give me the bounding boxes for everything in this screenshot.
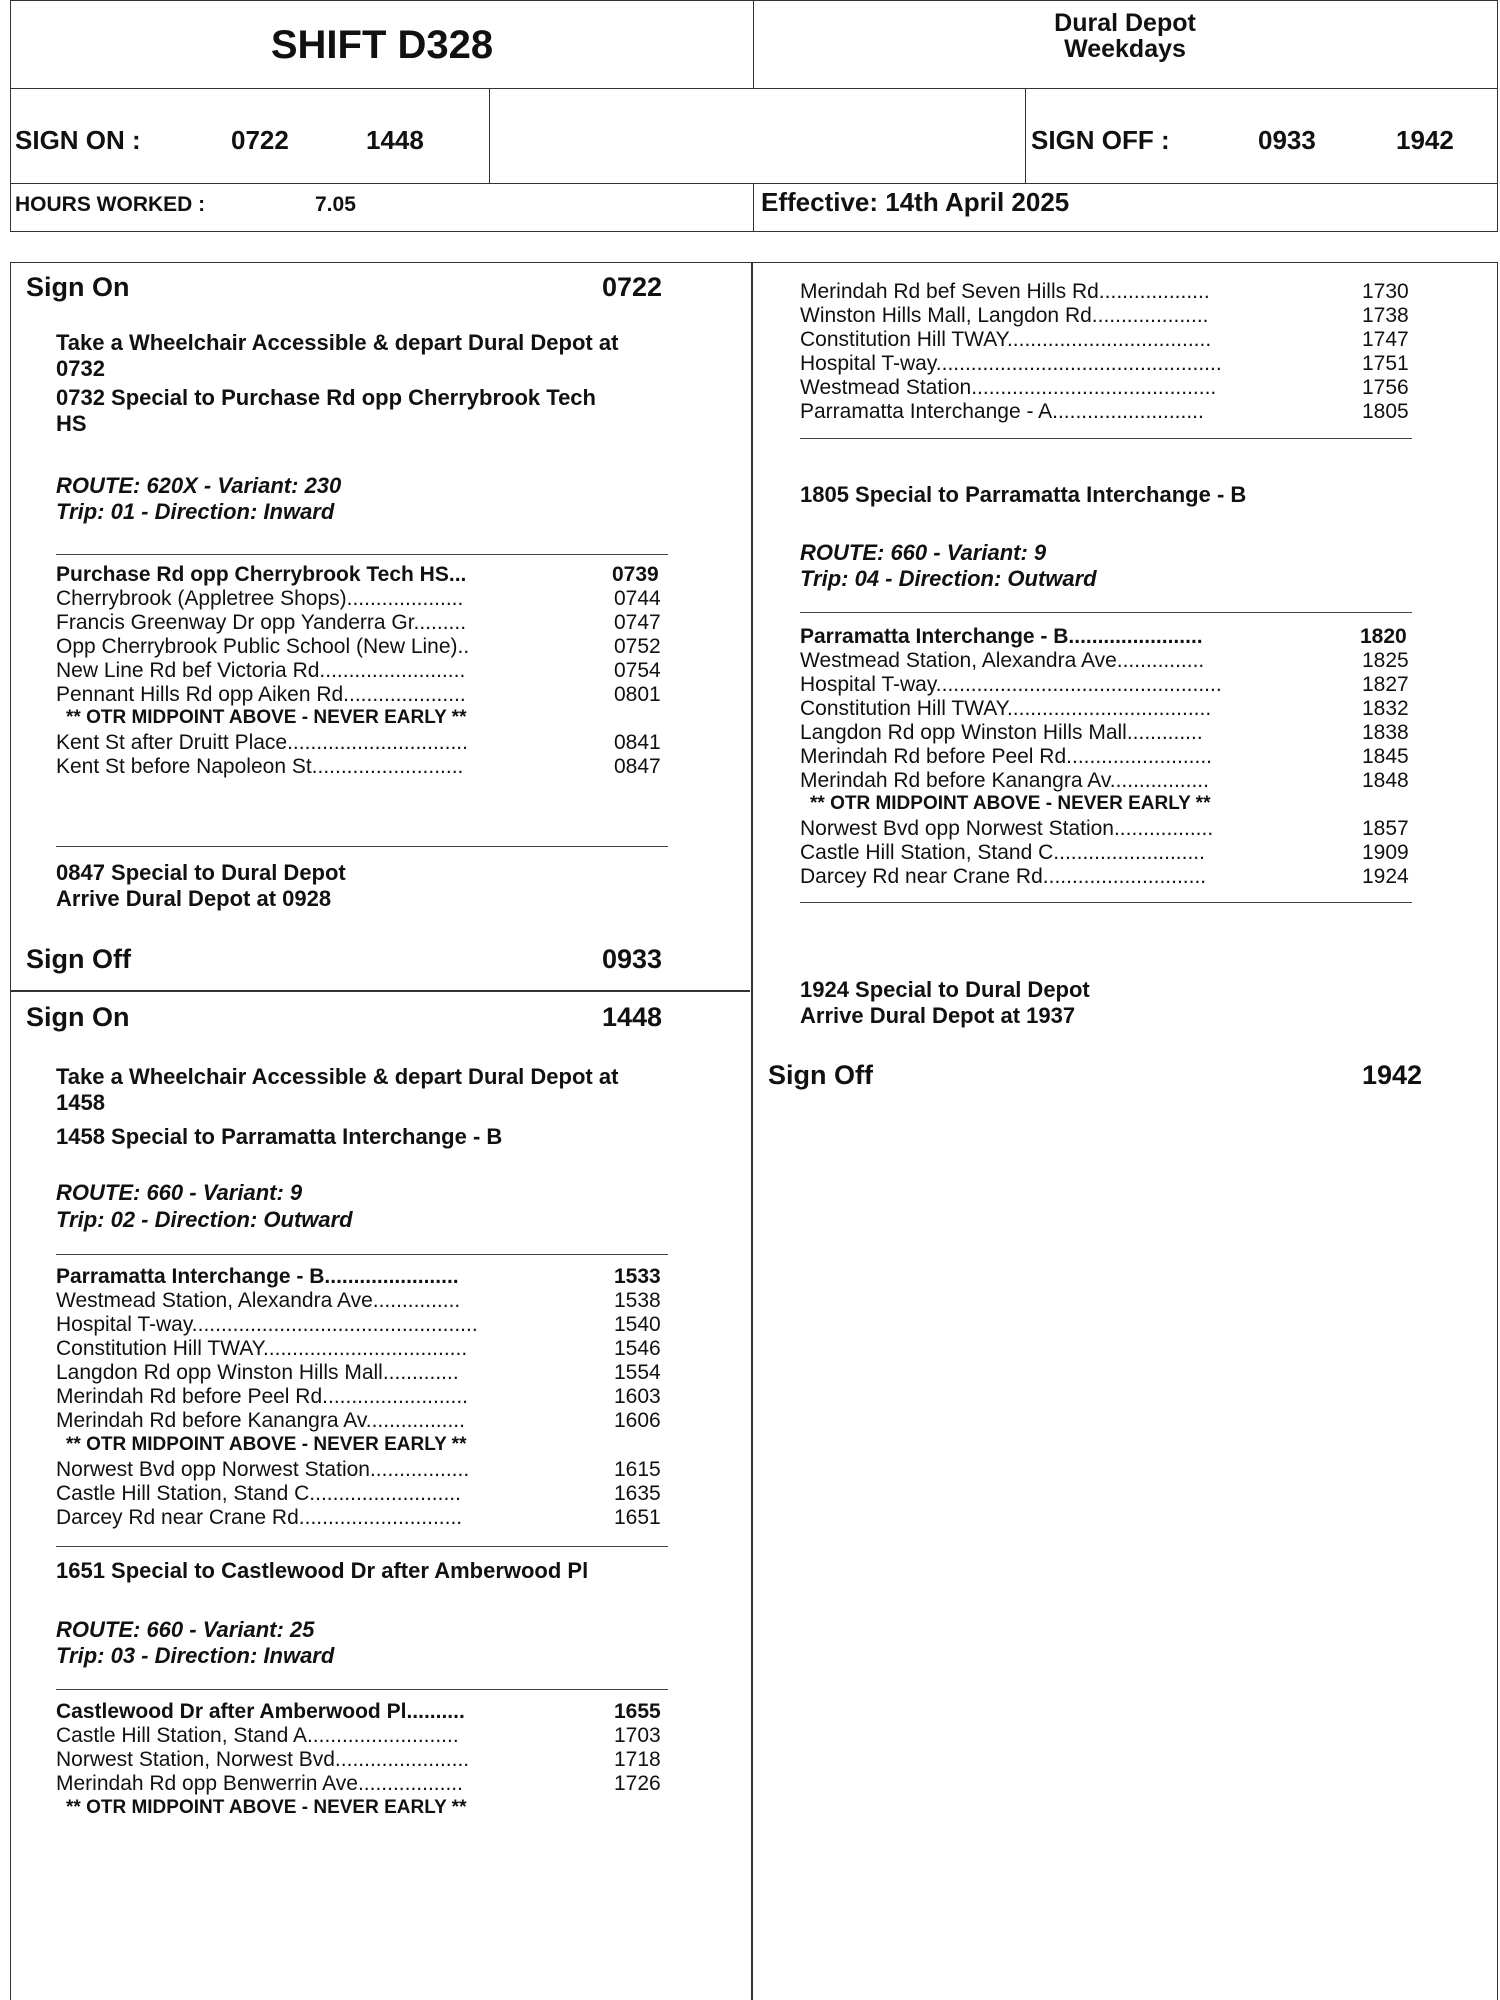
stop-row: Constitution Hill TWAY................................... bbox=[56, 1337, 468, 1360]
stop-time: 1655 bbox=[614, 1700, 661, 1723]
section-divider bbox=[56, 1689, 668, 1690]
stop-time: 1832 bbox=[1362, 697, 1409, 720]
stop-row: Merindah Rd before Kanangra Av................. bbox=[56, 1409, 465, 1432]
stop-time: 1924 bbox=[1362, 865, 1409, 888]
shift-header bbox=[10, 0, 1498, 232]
stop-row: Merindah Rd opp Benwerrin Ave.................. bbox=[56, 1772, 463, 1795]
stop-row: Castle Hill Station, Stand A.......................... bbox=[56, 1724, 459, 1747]
stop-row: Westmead Station, Alexandra Ave............... bbox=[800, 649, 1205, 672]
stop-row: Norwest Station, Norwest Bvd....................... bbox=[56, 1748, 470, 1771]
schedule-days: Weekdays bbox=[1064, 35, 1186, 63]
stop-time: 1603 bbox=[614, 1385, 661, 1408]
stop-time: 1825 bbox=[1362, 649, 1409, 672]
sign-off-time-1: 0933 bbox=[1258, 125, 1316, 155]
stop-row: Darcey Rd near Crane Rd............................ bbox=[800, 865, 1207, 888]
stop-time: 1540 bbox=[614, 1313, 661, 1336]
stop-row: Purchase Rd opp Cherrybrook Tech HS... bbox=[56, 563, 467, 586]
stop-row: Pennant Hills Rd opp Aiken Rd..................... bbox=[56, 683, 466, 706]
stop-row: Hospital T-way................................................. bbox=[800, 352, 1222, 375]
stop-time: 0739 bbox=[612, 563, 659, 586]
trip-info: Trip: 01 - Direction: Inward bbox=[56, 499, 335, 524]
otr-note: ** OTR MIDPOINT ABOVE - NEVER EARLY ** bbox=[66, 1797, 467, 1818]
section-divider bbox=[800, 902, 1412, 903]
stop-row: Kent St before Napoleon St.......................... bbox=[56, 755, 464, 778]
header-divider bbox=[1025, 88, 1026, 183]
stop-row: Westmead Station.......................................... bbox=[800, 376, 1217, 399]
stop-time: 1738 bbox=[1362, 304, 1409, 327]
effective-date: Effective: 14th April 2025 bbox=[761, 187, 1070, 217]
sign-off-label: SIGN OFF : bbox=[1031, 125, 1170, 155]
stop-time: 1726 bbox=[614, 1772, 661, 1795]
stop-time: 1805 bbox=[1362, 400, 1409, 423]
stop-row: Merindah Rd before Kanangra Av................. bbox=[800, 769, 1209, 792]
stop-time: 0744 bbox=[614, 587, 661, 610]
stop-row: Castlewood Dr after Amberwood Pl.......... bbox=[56, 1700, 465, 1723]
section-divider bbox=[56, 1254, 668, 1255]
stop-time: 1651 bbox=[614, 1506, 661, 1529]
arrive-info: Arrive Dural Depot at 0928 bbox=[56, 886, 332, 911]
shift-title: SHIFT D328 bbox=[270, 23, 494, 67]
stop-row: Westmead Station, Alexandra Ave............... bbox=[56, 1289, 461, 1312]
instruction: 0732 Special to Purchase Rd opp Cherrybrook Tech bbox=[56, 385, 596, 410]
section-divider bbox=[56, 554, 668, 555]
stop-row: Kent St after Druitt Place............................... bbox=[56, 731, 468, 754]
sign-on-time-1: 0722 bbox=[231, 125, 289, 155]
stop-time: 1703 bbox=[614, 1724, 661, 1747]
route-info: ROUTE: 660 - Variant: 9 bbox=[56, 1180, 303, 1205]
stop-time: 1546 bbox=[614, 1337, 661, 1360]
stop-time: 1857 bbox=[1362, 817, 1409, 840]
stop-time: 0801 bbox=[614, 683, 661, 706]
instruction: HS bbox=[56, 411, 87, 436]
stop-time: 1848 bbox=[1362, 769, 1409, 792]
stop-row: Langdon Rd opp Winston Hills Mall............. bbox=[800, 721, 1203, 744]
special-trip: 1805 Special to Parramatta Interchange - B bbox=[800, 482, 1247, 507]
stop-row: Hospital T-way................................................. bbox=[800, 673, 1222, 696]
instruction: 1458 Special to Parramatta Interchange - B bbox=[56, 1124, 503, 1149]
sign-on-time-2: 1448 bbox=[366, 125, 424, 155]
stop-row: Cherrybrook (Appletree Shops).................... bbox=[56, 587, 464, 610]
trip-info: Trip: 03 - Direction: Inward bbox=[56, 1643, 335, 1668]
sign-on-label: Sign On bbox=[26, 1002, 130, 1032]
stop-row: Constitution Hill TWAY................................... bbox=[800, 328, 1212, 351]
otr-note: ** OTR MIDPOINT ABOVE - NEVER EARLY ** bbox=[810, 793, 1211, 814]
stop-row: Castle Hill Station, Stand C.......................... bbox=[800, 841, 1205, 864]
stop-row: Hospital T-way................................................. bbox=[56, 1313, 478, 1336]
stop-time: 1820 bbox=[1360, 625, 1407, 648]
stop-row: New Line Rd bef Victoria Rd......................... bbox=[56, 659, 466, 682]
hours-worked-label: HOURS WORKED : bbox=[15, 193, 206, 216]
section-divider bbox=[800, 612, 1412, 613]
stop-time: 1606 bbox=[614, 1409, 661, 1432]
stop-row: Francis Greenway Dr opp Yanderra Gr......... bbox=[56, 611, 467, 634]
stop-time: 1747 bbox=[1362, 328, 1409, 351]
trip-info: Trip: 02 - Direction: Outward bbox=[56, 1207, 353, 1232]
sign-on-time: 0722 bbox=[602, 272, 663, 302]
special-trip: 0847 Special to Dural Depot bbox=[56, 860, 346, 885]
stop-time: 1718 bbox=[614, 1748, 661, 1771]
stop-time: 1533 bbox=[614, 1265, 661, 1288]
instruction: 1458 bbox=[56, 1090, 105, 1115]
instruction: 0732 bbox=[56, 356, 105, 381]
depot-name: Dural Depot bbox=[1054, 9, 1196, 37]
otr-note: ** OTR MIDPOINT ABOVE - NEVER EARLY ** bbox=[66, 1434, 467, 1455]
stop-row: Merindah Rd before Peel Rd......................... bbox=[56, 1385, 469, 1408]
hours-worked-value: 7.05 bbox=[315, 193, 356, 216]
stop-row: Opp Cherrybrook Public School (New Line).. bbox=[56, 635, 470, 658]
stop-time: 1615 bbox=[614, 1458, 661, 1481]
stop-time: 0752 bbox=[614, 635, 661, 658]
header-divider bbox=[11, 183, 1497, 184]
instruction: Take a Wheelchair Accessible & depart Dural Depot at bbox=[56, 1064, 619, 1089]
otr-note: ** OTR MIDPOINT ABOVE - NEVER EARLY ** bbox=[66, 707, 467, 728]
stop-row: Langdon Rd opp Winston Hills Mall............. bbox=[56, 1361, 459, 1384]
sign-off-time-2: 1942 bbox=[1396, 125, 1454, 155]
right-column bbox=[752, 262, 1498, 2000]
header-divider bbox=[753, 183, 754, 231]
stop-time: 1845 bbox=[1362, 745, 1409, 768]
stop-time: 1838 bbox=[1362, 721, 1409, 744]
stop-row: Parramatta Interchange - A.......................... bbox=[800, 400, 1204, 423]
route-info: ROUTE: 660 - Variant: 9 bbox=[800, 540, 1047, 565]
stop-time: 1635 bbox=[614, 1482, 661, 1505]
stop-time: 1554 bbox=[614, 1361, 661, 1384]
stop-time: 1538 bbox=[614, 1289, 661, 1312]
sign-on-label: SIGN ON : bbox=[15, 125, 141, 155]
stop-time: 1909 bbox=[1362, 841, 1409, 864]
stop-row: Constitution Hill TWAY................................... bbox=[800, 697, 1212, 720]
route-info: ROUTE: 620X - Variant: 230 bbox=[56, 473, 342, 498]
special-trip: 1924 Special to Dural Depot bbox=[800, 977, 1090, 1002]
duty-divider bbox=[10, 990, 750, 992]
header-divider bbox=[11, 88, 1497, 89]
sign-off-label: Sign Off bbox=[26, 944, 131, 974]
stop-row: Merindah Rd bef Seven Hills Rd................... bbox=[800, 280, 1210, 303]
sign-off-time: 1942 bbox=[1362, 1060, 1423, 1090]
trip-info: Trip: 04 - Direction: Outward bbox=[800, 566, 1097, 591]
stop-row: Castle Hill Station, Stand C.......................... bbox=[56, 1482, 461, 1505]
stop-row: Parramatta Interchange - B....................... bbox=[800, 625, 1203, 648]
stop-time: 1827 bbox=[1362, 673, 1409, 696]
instruction: Take a Wheelchair Accessible & depart Dural Depot at bbox=[56, 330, 619, 355]
stop-time: 0847 bbox=[614, 755, 661, 778]
section-divider bbox=[56, 846, 668, 847]
sign-off-label: Sign Off bbox=[768, 1060, 873, 1090]
stop-time: 0747 bbox=[614, 611, 661, 634]
stop-row: Winston Hills Mall, Langdon Rd.................... bbox=[800, 304, 1209, 327]
sign-on-label: Sign On bbox=[26, 272, 130, 302]
stop-row: Darcey Rd near Crane Rd............................ bbox=[56, 1506, 463, 1529]
stop-time: 0841 bbox=[614, 731, 661, 754]
stop-time: 1730 bbox=[1362, 280, 1409, 303]
stop-time: 1756 bbox=[1362, 376, 1409, 399]
arrive-info: Arrive Dural Depot at 1937 bbox=[800, 1003, 1076, 1028]
section-divider bbox=[800, 438, 1412, 439]
sign-off-time: 0933 bbox=[602, 944, 663, 974]
stop-row: Norwest Bvd opp Norwest Station................. bbox=[56, 1458, 470, 1481]
special-trip: 1651 Special to Castlewood Dr after Amberwood Pl bbox=[56, 1558, 589, 1583]
stop-time: 0754 bbox=[614, 659, 661, 682]
header-divider bbox=[489, 88, 490, 183]
stop-time: 1751 bbox=[1362, 352, 1409, 375]
stop-row: Norwest Bvd opp Norwest Station................. bbox=[800, 817, 1214, 840]
route-info: ROUTE: 660 - Variant: 25 bbox=[56, 1617, 315, 1642]
stop-row: Parramatta Interchange - B....................... bbox=[56, 1265, 459, 1288]
stop-row: Merindah Rd before Peel Rd......................... bbox=[800, 745, 1213, 768]
section-divider bbox=[56, 1546, 668, 1547]
sign-on-time: 1448 bbox=[602, 1002, 663, 1032]
